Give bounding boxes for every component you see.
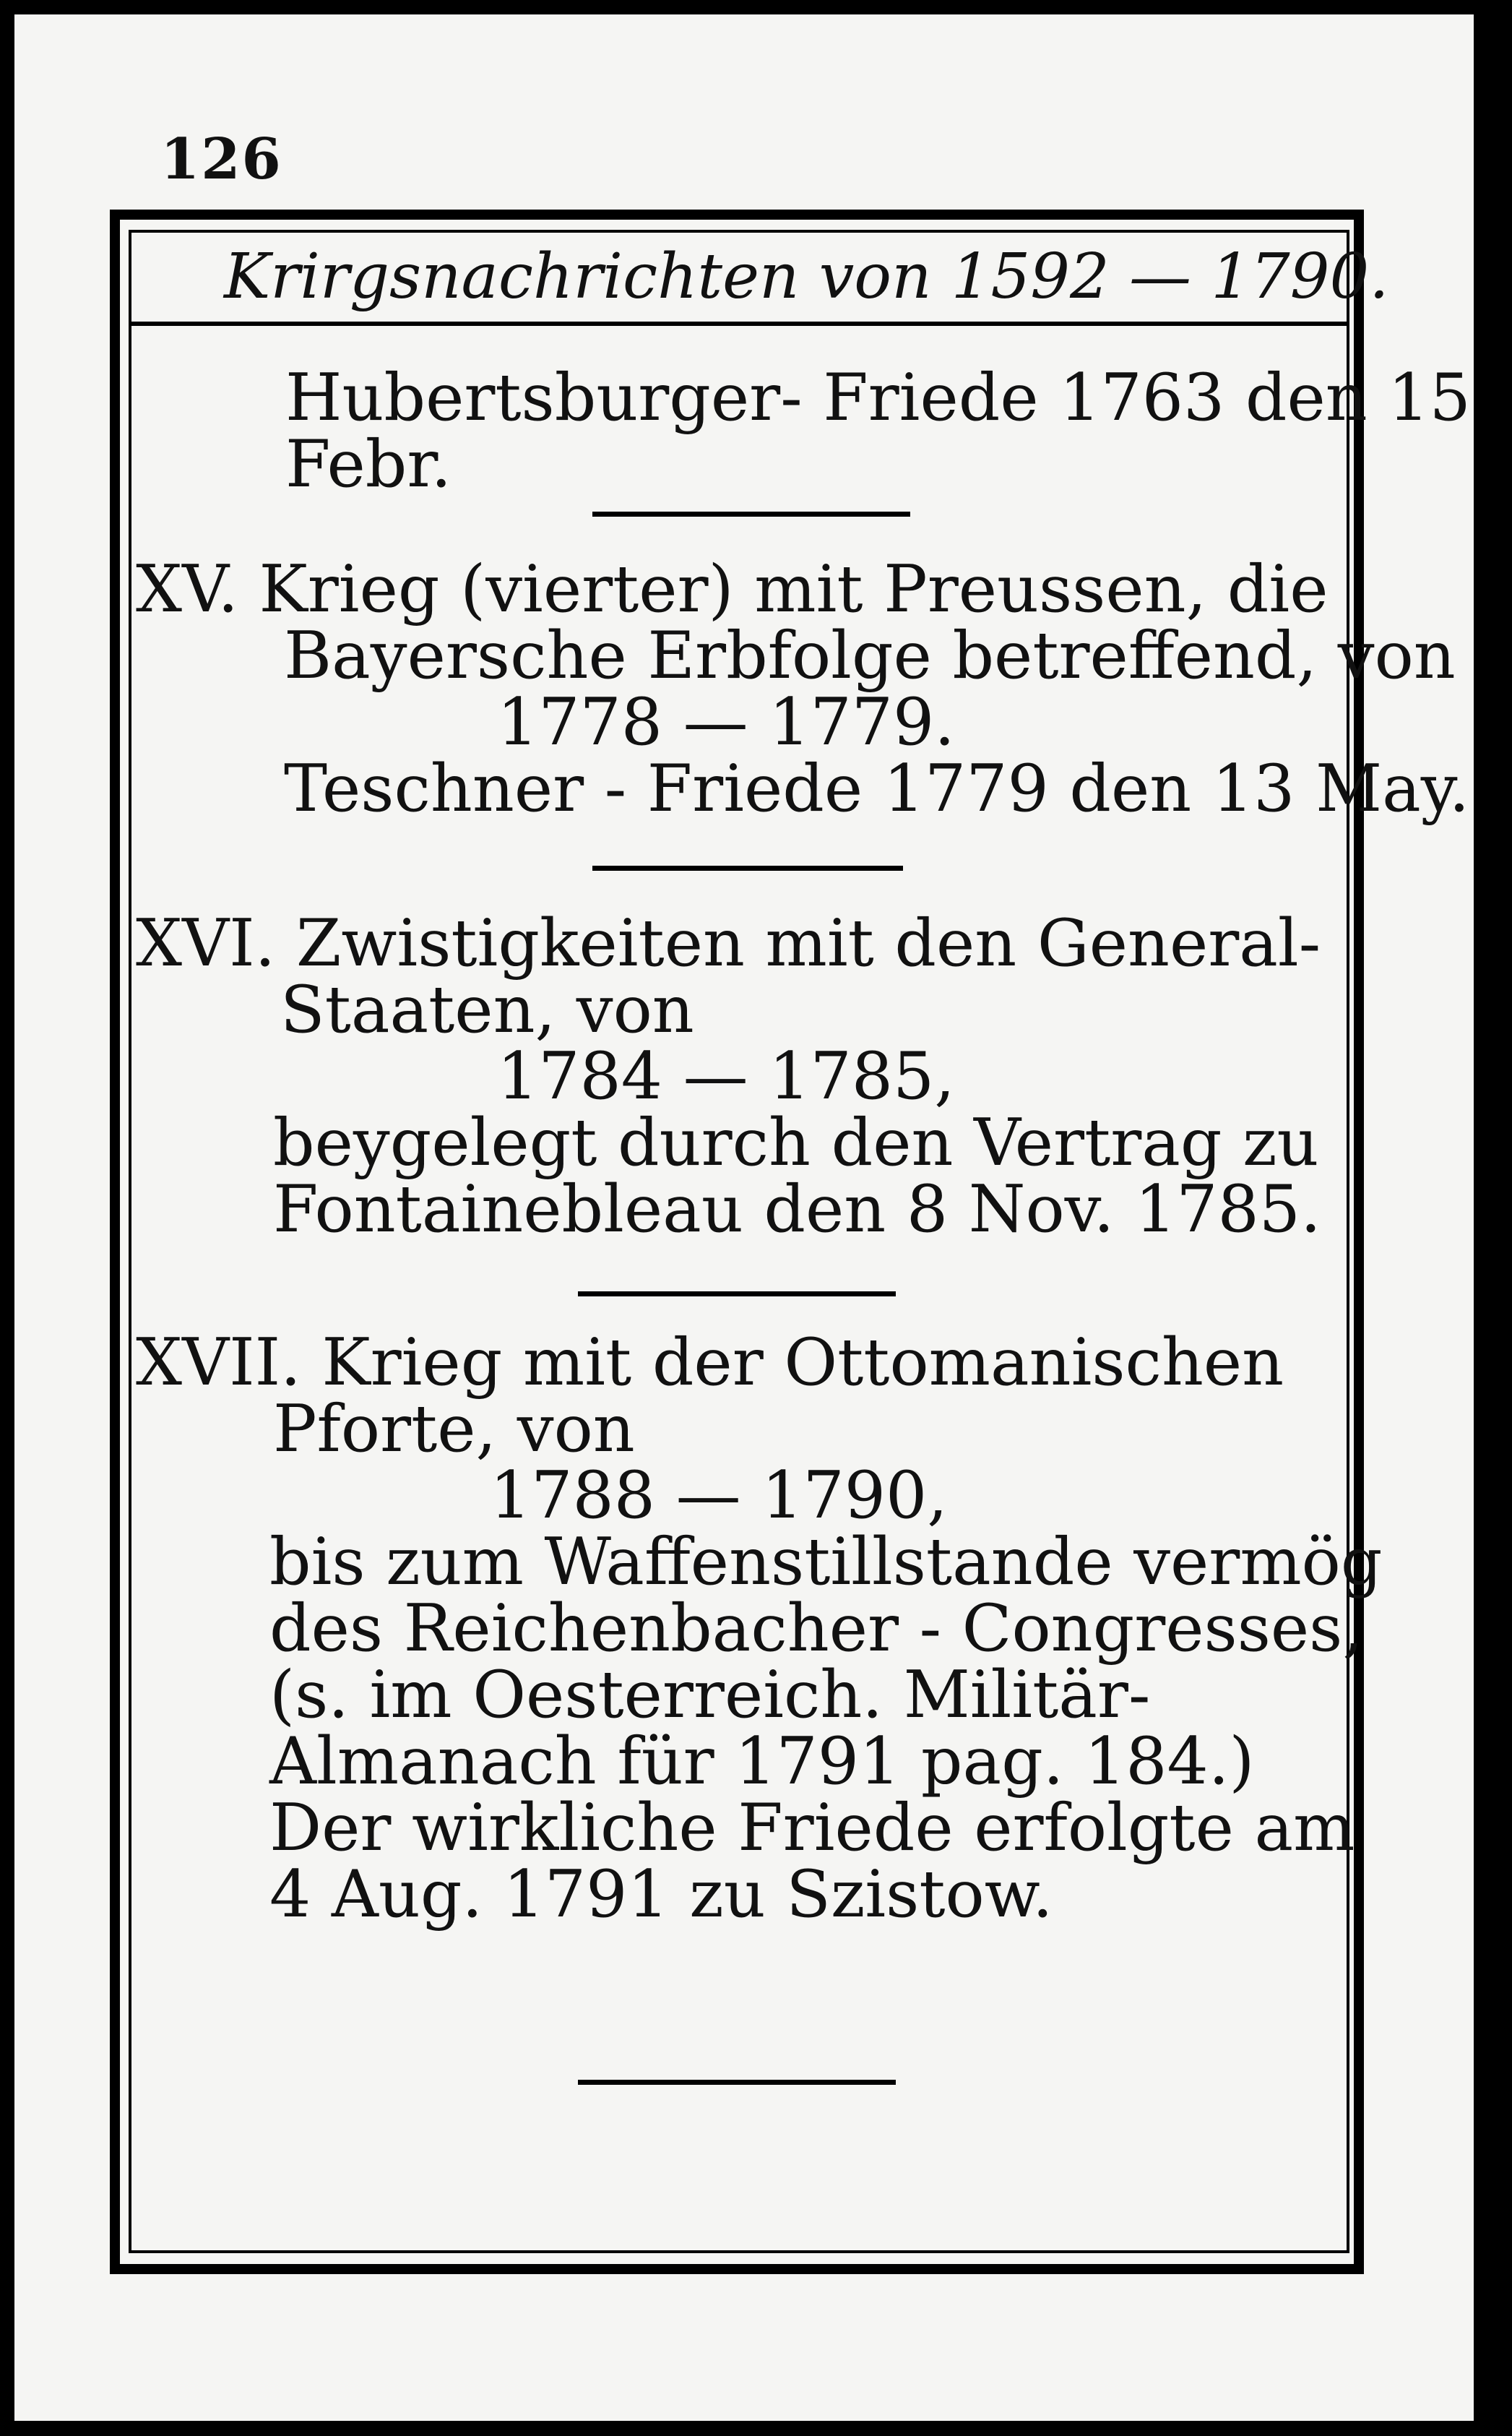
text-line: Der wirkliche Friede erfolgte am [269, 1790, 1355, 1866]
text-line: XVI. Zwistigkeiten mit den General- [136, 905, 1321, 981]
text-line: Almanach für 1791 pag. 184.) [269, 1723, 1255, 1799]
text-line: Pforte, von [273, 1391, 635, 1467]
separator-rule [592, 512, 910, 517]
entry-continuation [285, 360, 1471, 502]
text-line: beygelegt durch den Vertrag zu [273, 1105, 1319, 1181]
date-range: 1788 — 1790, [490, 1458, 948, 1533]
text-line: Hubertsburger- Friede 1763 den 15 [285, 360, 1471, 436]
date-range: 1784 — 1785, [497, 1038, 955, 1114]
text-line: Fontainebleau den 8 Nov. 1785. [273, 1171, 1321, 1247]
header-rule [129, 322, 1349, 326]
text-line: (s. im Oesterreich. Militär- [269, 1657, 1151, 1733]
text-line: XV. Krieg (vierter) mit Preussen, die [136, 551, 1329, 627]
text-line: Bayersche Erbfolge betreffend, von [284, 618, 1456, 694]
text-line: des Reichenbacher - Congresses, [269, 1591, 1363, 1666]
text-line: Staaten, von [280, 972, 694, 1048]
text-line: Teschner - Friede 1779 den 13 May. [284, 751, 1470, 827]
entry-xv [136, 551, 1470, 827]
date-range: 1778 — 1779. [497, 684, 955, 760]
entry-xvii [136, 1325, 1383, 1932]
text-line: bis zum Waffenstillstande vermög [269, 1524, 1383, 1600]
running-title: Krirgsnachrichten von 1592 — 1790. [224, 241, 1389, 313]
separator-rule [578, 1291, 896, 1296]
entry-xvi [136, 905, 1349, 1247]
page-number: 126 [160, 126, 282, 192]
text-line: XVII. Krieg mit der Ottomanischen [136, 1325, 1284, 1400]
separator-rule [578, 2080, 896, 2085]
text-line: 4 Aug. 1791 zu Szistow. [269, 1856, 1053, 1932]
separator-rule [592, 866, 903, 871]
text-line: Febr. [285, 426, 452, 502]
